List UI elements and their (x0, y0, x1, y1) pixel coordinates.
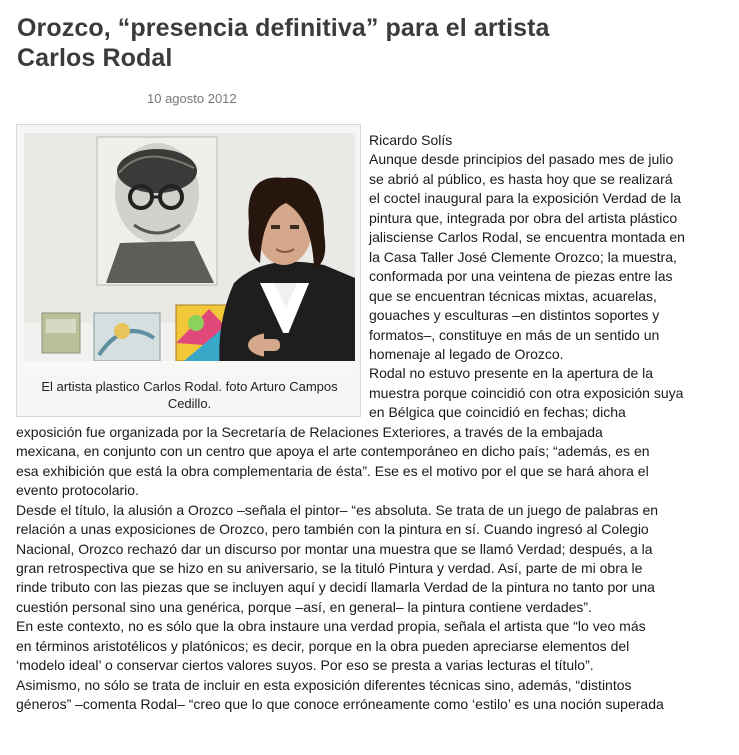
article-body-line: pintura que, integrada por obra del artista plástico (369, 209, 678, 226)
article-figure (16, 124, 361, 417)
photo-caption-line-1: El artista plastico Carlos Rodal. foto Arturo Campos (41, 379, 338, 394)
article-body-line: Asimismo, no sólo se trata de incluir en esta exposición diferentes técnicas sino, además, “distintos (16, 676, 632, 693)
article-title-line-1: Orozco, “presencia definitiva” para el artista (17, 14, 550, 42)
article-body-line: que se encuentran técnicas mixtas, acuarelas, (369, 287, 657, 304)
article-body-line: homenaje al legado de Orozco. (369, 345, 564, 362)
article-title (17, 13, 717, 73)
article-body-line: la Casa Taller José Clemente Orozco; la muestra, (369, 248, 677, 265)
article-date: 10 agosto 2012 (147, 91, 237, 106)
article-body-line: En este contexto, no es sólo que la obra instaure una verdad propia, señala el artista que “lo veo más (16, 618, 646, 635)
article-body-line: gouaches y esculturas –en distintos soportes y (369, 307, 660, 323)
article-body-line: en Bélgica que coincidió en fechas; dicha (369, 404, 626, 421)
article-body-line: esa exhibición que está la obra complementaria de ésta”. Ese es el motivo por el que se hará ahora el (16, 462, 649, 479)
article-body-line: exposición fue organizada por la Secretaría de Relaciones Exteriores, a través de la embajada (16, 423, 603, 440)
article-body-line: Ricardo Solís (369, 132, 453, 148)
article-body-line: Aunque desde principios del pasado mes de julio (369, 151, 674, 168)
article-body-line: ‘modelo ideal’ o conservar ciertos valores suyos. Por eso se presta a varias lecturas el título”. (16, 657, 594, 674)
article-title-line-2: Carlos Rodal (17, 44, 173, 72)
article-body-line: jalisciense Carlos Rodal, se encuentra montada en (369, 229, 685, 246)
article-body-line: Nacional, Orozco rechazó dar un discurso por montar una muestra que se llamó Verdad; después, a la (16, 540, 653, 557)
article-body-line: Desde el título, la alusión a Orozco –señala el pintor– “es absoluta. Se trata de un juego de palabras en (16, 501, 659, 518)
article-body-line: se abrió al público, es hasta hoy que se realizará (369, 170, 673, 187)
article-body-line: gran retrospectiva que se hizo en su aniversario, se la tituló Pintura y verdad. Así, parte de mi obra le (16, 559, 643, 576)
artist-photo[interactable] (24, 133, 355, 371)
article-body-line: en términos aristotélicos y platónicos; es decir, porque en la obra pueden apreciarse elementos del (16, 637, 630, 654)
article-body-line: evento protocolario. (16, 482, 139, 499)
article-body-line: mexicana, en conjunto con un centro que apoya el arte contemporáneo en dicho país; “además, es en (16, 443, 650, 460)
article-body-line: formatos–, constituye en más de un sentido un (369, 326, 660, 343)
photo-caption-line-2: Cedillo. (167, 396, 212, 411)
article-body-line: muestra porque coincidió con otra exposición suya (369, 384, 684, 401)
article-body-line: géneros” –comenta Rodal– “creo que lo que conoce erróneamente como ‘estilo’ es una noción superada (16, 696, 664, 712)
article-body-line: rinde tributo con las piezas que se incluyen aquí y decidí llamarla Verdad de la pintura no tanto por una (16, 579, 655, 596)
article-body-line: Rodal no estuvo presente en la apertura de la (369, 365, 654, 382)
article-body-line: conformada por una veintena de piezas entre las (369, 268, 673, 285)
photo-caption (23, 378, 356, 412)
article-body-line: el coctel inaugural para la exposición Verdad de la (369, 190, 682, 207)
article-body-line: cuestión personal sino una genérica, porque –así, en general– la pintura contiene verdades”. (16, 598, 592, 615)
article-body-line: relación a unas exposiciones de Orozco, pero también con la pintura en sí. Cuando ingresó al Colegio (16, 521, 649, 537)
